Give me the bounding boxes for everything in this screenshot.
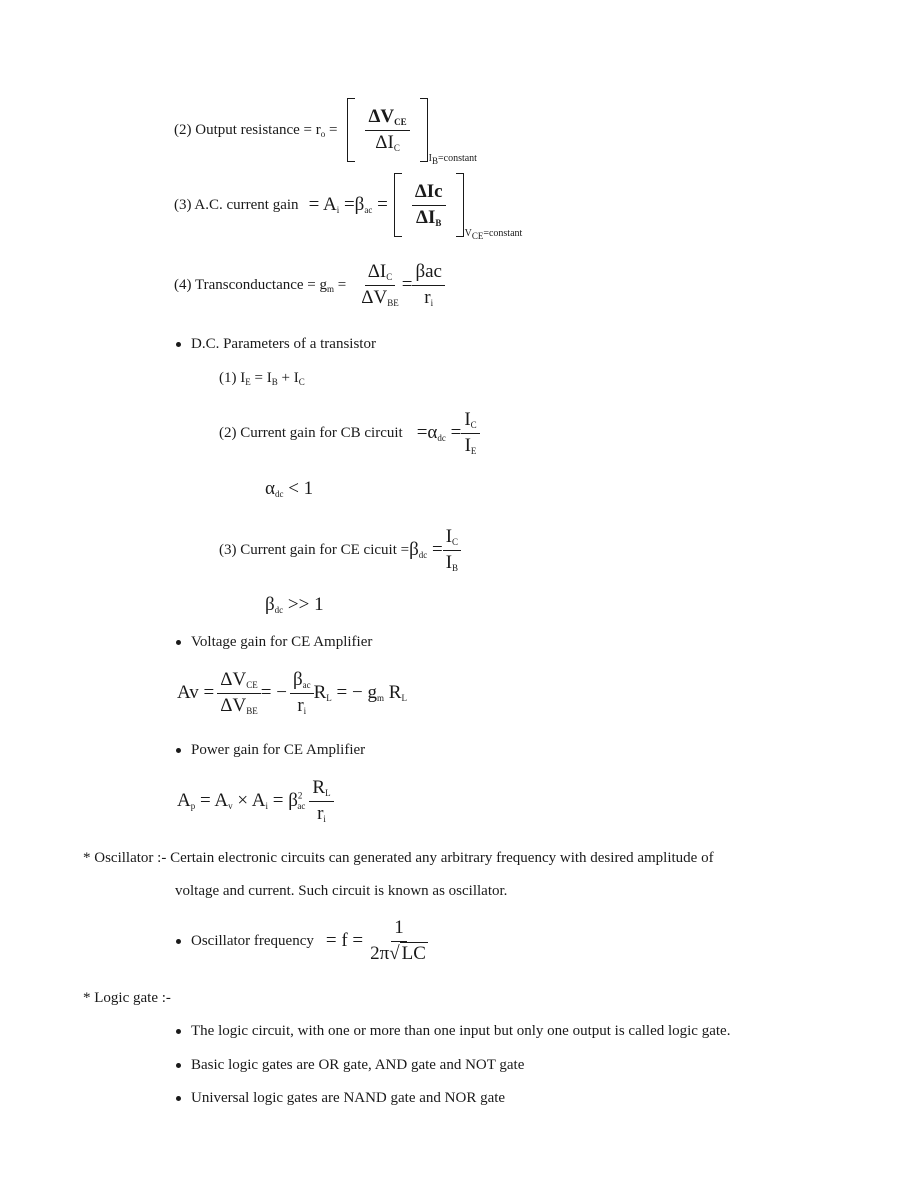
ac-current-gain-formula: (3) A.C. current gain = $A_i =\beta_{ac}$ = $\frac{\text{ΔIc}}{\Delta I_B}$ $V_{CE}=constant$ bbox=[174, 173, 522, 237]
logic-gate-bullet: Universal logic gates are NAND gate and NOR gate bbox=[176, 1090, 505, 1107]
bullet-icon bbox=[176, 1063, 181, 1068]
voltage-gain-formula: Av = $\frac{\Delta V_{CE}}{\Delta V_{BE}}$ = − $\frac{\beta_{ac}}{r_i}$ $R_L$ = − $g_m$ $R_L$ bbox=[177, 669, 407, 716]
power-gain-heading: Power gain for CE Amplifier bbox=[176, 742, 365, 759]
bullet-icon bbox=[176, 748, 181, 753]
logic-gate-bullet: Basic logic gates are OR gate, AND gate and NOT gate bbox=[176, 1057, 524, 1074]
bullet-icon bbox=[176, 342, 181, 347]
bullet-icon bbox=[176, 1096, 181, 1101]
bullet-icon bbox=[176, 640, 181, 645]
logic-gate-bullet: The logic circuit, with one or more than one input but only one output is called logic gate. bbox=[176, 1023, 730, 1040]
logic-gate-heading: * Logic gate :- bbox=[83, 990, 171, 1006]
transconductance-label: (4) Transconductance = $g_m$ = bbox=[174, 276, 347, 294]
power-gain-formula: $A_p = A_v \times A_i = \beta^2_{ac}$ $\frac{R_L}{r_i}$ bbox=[177, 778, 334, 825]
output-resistance-formula bbox=[174, 98, 477, 166]
output-resistance-label: (2) Output resistance = $r_o$ = bbox=[174, 121, 338, 139]
dc-params-heading: D.C. Parameters of a transistor bbox=[176, 336, 376, 353]
alpha-condition: $\alpha_{dc} < 1$ bbox=[265, 478, 314, 499]
dc-item-3: (3) Current gain for CE cicuit = $\beta_{dc}$ = $\frac{I_C}{I_B}$ bbox=[219, 527, 461, 574]
ac-current-gain-bracket: $\frac{\text{ΔIc}}{\Delta I_B}$ $V_{CE}=constant$ bbox=[394, 173, 522, 237]
oscillator-frequency-formula: Oscillator frequency = f = $\frac{1}{2\pi√ LC}$ bbox=[176, 918, 431, 965]
dc-item-2: (2) Current gain for CB circuit $=\alpha_{dc}$ = $\frac{I_C}{I_E}$ bbox=[219, 410, 480, 457]
oscillator-definition-line1: * Oscillator :- Certain electronic circuits can generated any arbitrary frequency with desired amplitude of bbox=[83, 850, 714, 866]
output-resistance-bracket: $\frac{\Delta V_{CE}}{\Delta I_C}$ $I_B=constant$ bbox=[347, 98, 476, 162]
bullet-icon bbox=[176, 939, 181, 944]
bullet-icon bbox=[176, 1029, 181, 1034]
ac-current-gain-label: (3) A.C. current gain bbox=[174, 196, 299, 213]
transconductance-formula: (4) Transconductance = $g_m$ = $\frac{\Delta I_C}{\Delta V_{BE}}$ = $\frac{\text{βac}}{r_i}$ bbox=[174, 262, 445, 309]
dc-item-1: (1) $I_E = I_B + I_C$ bbox=[219, 370, 305, 387]
oscillator-definition-line2: voltage and current. Such circuit is known as oscillator. bbox=[175, 883, 508, 899]
beta-condition: $\beta_{dc} >> 1$ bbox=[265, 594, 324, 615]
voltage-gain-heading: Voltage gain for CE Amplifier bbox=[176, 634, 372, 651]
